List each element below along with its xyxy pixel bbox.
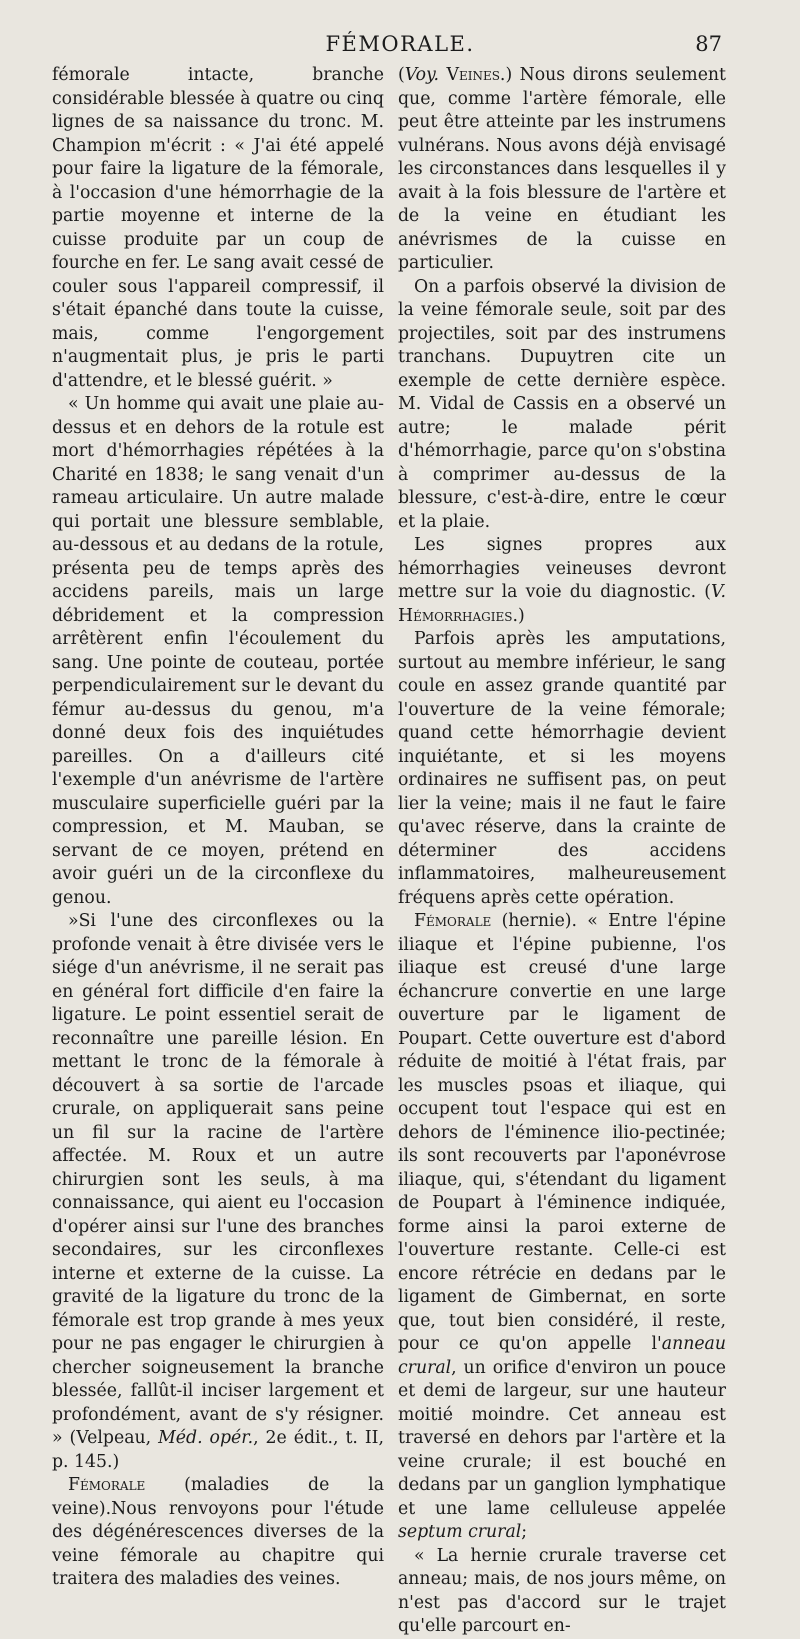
paragraph	[52, 910, 384, 1474]
paragraph: fémorale intacte, branche considérable blessée à quatre ou cinq lignes de sa naissance du tronc. M. Champion m'écrit : « J'ai été appelé pour faire la ligature de la fémorale, à l'occasion d'une hémorrhagie de la partie moyenne et interne de la cuisse produite par un coup de fourche en fer. Le sang avait cessé de couler sous l'appareil compressif, il s'était épanché dans toute la cuisse, mais, comme l'engorgement n'augmentait plus, je pris le parti d'attendre, et le blessé guérit. »	[52, 65, 384, 391]
running-title: FÉMORALE.	[325, 32, 475, 56]
paragraph	[52, 1474, 384, 1592]
paragraph-text: ) Nous dirons seulement que, comme l'artère fémorale, elle peut être atteinte par les instrumens vulnérans. Nous avons déjà envisagé les circonstances dans lesquelles il y avait à la fois blessure de l'artère et de la veine en étudiant les anévrismes de la cuisse en particulier.	[398, 65, 726, 273]
page-number: 87	[695, 32, 722, 56]
punctuation: ;	[521, 1522, 528, 1542]
paragraph-text: (hernie). « Entre l'épine iliaque et l'épine pubienne, l'os iliaque est creusé d'une large échancrure convertie en une large ouverture par le ligament de Poupart. Cette ouverture est d'abord réduite de moitié à l'état frais, par les muscles psoas et iliaque, qui occupent tout l'espace qui est en dehors de l'éminence ilio-pectinée; ils sont recouverts par l'aponévrose iliaque, qui, s'étendant du ligament de Poupart à l'éminence indiquée, forme ainsi la paroi externe de l'ouverture restante. Celle-ci est encore rétrécie en dedans par le ligament de Gimbernat, en sorte que, tout bien considéré, il reste, pour ce qu'on appelle l'	[398, 911, 726, 1354]
paragraph: Parfois après les amputations, surtout au membre inférieur, le sang coule en assez grande quantité par l'ouverture de la veine fémorale; quand cette hémorrhagie devient inquiétante, et si les moyens ordinaires ne suffisent pas, on peut lier la veine; mais il ne faut le faire qu'avec réserve, dans la crainte de déterminer des accidens inflammatoires, malheureusement fréquens après cette opération.	[398, 629, 726, 908]
entry-headword: Fémorale	[414, 911, 492, 931]
cross-ref-abbrev: Voy.	[404, 65, 440, 85]
cross-ref-target: Veines.	[439, 65, 506, 85]
cross-ref-abbrev: V.	[711, 582, 726, 602]
left-column	[52, 64, 384, 1592]
paragraph: « Un homme qui avait une plaie au-dessus et en dehors de la rotule est mort d'hémorrhagies répétées à la Charité en 1838; le sang venait d'un rameau articulaire. Un autre malade qui portait une blessure semblable, au-dessous et au dedans de la rotule, présenta peu de temps après des accidens pareils, mais un large débridement et la compression arrêtèrent enfin l'écoulement du sang. Une pointe de couteau, portée perpendiculairement sur le devant du fémur au-dessus du genou, m'a donné deux fois des inquiétudes pareilles. On a d'ailleurs cité l'exemple d'un anévrisme de l'artère musculaire superficielle guéri par la compression, et M. Mauban, se servant de ce moyen, prétend en avoir guéri un de la circonflexe du genou.	[52, 394, 384, 908]
paragraph	[398, 910, 726, 1545]
paragraph	[398, 534, 726, 628]
paragraph-text: Les signes propres aux hémorrhagies veineuses devront mettre sur la voie du diagnostic. (	[398, 535, 726, 602]
cross-ref-target: Hémorrhagies.	[398, 605, 518, 626]
citation-details: , 2e édit., t. II, p. 145.)	[52, 1428, 384, 1472]
term: septum crural	[398, 1522, 522, 1542]
paren: )	[517, 605, 525, 626]
paragraph	[398, 64, 726, 276]
page-header	[0, 28, 800, 62]
paragraph-text: , un orifice d'environ un pouce et demi de largeur, sur une hauteur moitié moindre. Cet anneau est traversé en dehors par l'artère et la veine crurale; il est bouché en dedans par un ganglion lymphatique et une lame celluleuse appelée	[398, 1357, 726, 1519]
paragraph: « La hernie crurale traverse cet anneau; mais, de nos jours même, on n'est pas d'accord sur le trajet qu'elle parcourt en-	[398, 1545, 726, 1636]
paragraph: On a parfois observé la division de la veine fémorale seule, soit par des projectiles, soit par des instrumens tranchans. Dupuytren cite un exemple de cette dernière espèce. M. Vidal de Cassis en a observé un autre; le malade périt d'hémorrhagie, parce qu'on s'obstina à comprimer au-dessus de la blessure, c'est-à-dire, entre le cœur et la plaie.	[398, 276, 726, 532]
term: anneau crural	[398, 1334, 726, 1378]
paragraph-text: (maladies de la veine).Nous renvoyons pour l'étude des dégénérescences diverses de la veine fémorale au chapitre qui traitera des maladies des veines.	[52, 1475, 384, 1589]
citation-title: Méd. opér.	[158, 1428, 254, 1448]
paragraph-text: »Si l'une des circonflexes ou la profonde venait à être divisée vers le siége d'un anévrisme, il ne serait pas en général fort difficile d'en faire la ligature. Le point essentiel serait de reconnaître une pareille lésion. En mettant le tronc de la fémorale à découvert à sa sortie de l'arcade crurale, on appliquerait sans peine un fil sur la racine de l'artère affectée. M. Roux et un autre chirurgien sont les seuls, à ma connaissance, qui aient eu l'occasion d'opérer ainsi sur l'une des branches secondaires, sur les circonflexes interne et externe de la cuisse. La gravité de la ligature du tronc de la fémorale est trop grande à mes yeux pour ne pas engager le chirurgien à chercher soigneusement la branche blessée, fallût-il inciser largement et profondément, avant de s'y résigner. » (Velpeau,	[52, 911, 384, 1448]
right-column	[398, 64, 726, 1639]
entry-headword: Fémorale	[68, 1475, 146, 1495]
paren: (	[398, 65, 405, 85]
